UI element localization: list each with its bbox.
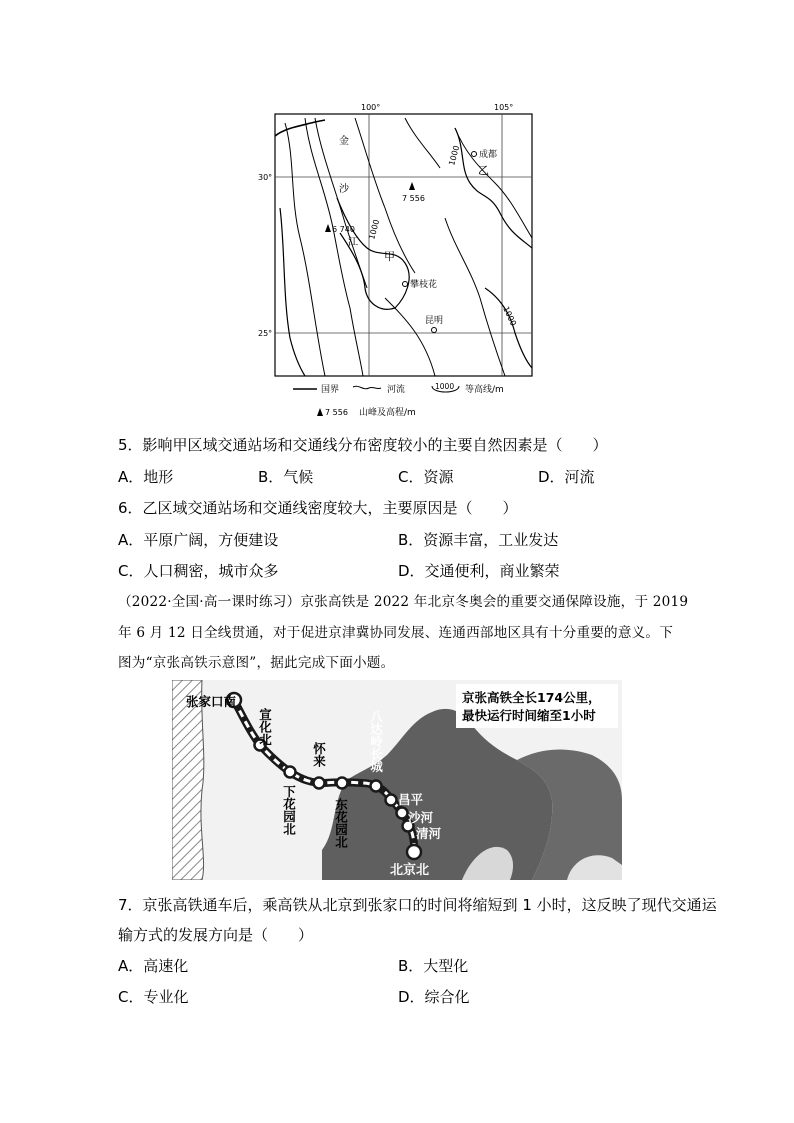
river-label: 江 bbox=[348, 237, 358, 248]
station-label: 八达岭长城 bbox=[368, 710, 384, 773]
river-label: 沙 bbox=[339, 184, 349, 195]
station-label: 怀来 bbox=[311, 742, 327, 767]
station-marker bbox=[407, 845, 421, 859]
map-note-line-1: 京张高铁全长174公里， bbox=[462, 690, 601, 705]
peak-label: 7 556 bbox=[402, 194, 425, 203]
q7-option-a[interactable]: A．高速化 bbox=[118, 957, 189, 975]
terrain-map bbox=[255, 98, 540, 423]
legend-peak: 山峰及高程/m bbox=[359, 408, 416, 418]
legend-border: 国界 bbox=[321, 385, 340, 395]
station-label: 北京北 bbox=[390, 863, 430, 878]
station-label: 宣化北 bbox=[257, 708, 273, 746]
intro-line-1: （2022·全国·高一课时练习）京张高铁是 2022 年北京冬奥会的重要交通保障设施，于 2019 bbox=[118, 594, 689, 610]
station-marker bbox=[371, 781, 382, 792]
lat-label: 30° bbox=[258, 173, 273, 182]
q7-option-d[interactable]: D．综合化 bbox=[398, 988, 470, 1006]
station-label: 张家口南 bbox=[186, 694, 237, 709]
q6-option-c[interactable]: C．人口稠密，城市众多 bbox=[118, 562, 279, 580]
peak-icon bbox=[317, 408, 323, 416]
city-label: 成都 bbox=[479, 150, 498, 160]
station-label: 清河 bbox=[416, 826, 442, 841]
city-icon bbox=[472, 152, 477, 157]
city-icon bbox=[403, 282, 408, 287]
station-label: 昌平 bbox=[398, 792, 424, 807]
contour-label: 1000 bbox=[367, 218, 382, 241]
q7-option-c[interactable]: C．专业化 bbox=[118, 988, 189, 1006]
contour-label: 1000 bbox=[501, 305, 518, 328]
lon-label: 105° bbox=[494, 103, 514, 112]
q6-option-b[interactable]: B．资源丰富，工业发达 bbox=[398, 531, 559, 549]
q6-option-a[interactable]: A．平原广阔，方便建设 bbox=[118, 531, 279, 549]
station-marker bbox=[397, 808, 408, 819]
peak-label: 6 740 bbox=[332, 225, 355, 234]
station-marker bbox=[285, 767, 296, 778]
lat-label: 25° bbox=[258, 329, 273, 338]
legend-river: 河流 bbox=[387, 385, 406, 395]
q5-option-a[interactable]: A．地形 bbox=[118, 468, 174, 486]
city-icon bbox=[432, 328, 437, 333]
question-6-text: 6．乙区域交通站场和交通线密度较大，主要原因是（ ） bbox=[118, 499, 518, 517]
legend-contour: 等高线/m bbox=[465, 385, 504, 395]
q7-option-b[interactable]: B．大型化 bbox=[398, 957, 469, 975]
q5-option-d[interactable]: D．河流 bbox=[538, 468, 595, 486]
station-label: 东花园北 bbox=[333, 798, 349, 848]
legend-contour-value: 1000 bbox=[435, 382, 455, 391]
intro-line-2: 年 6 月 12 日全线贯通，对于促进京津冀协同发展、连通西部地区具有十分重要的意义。下 bbox=[118, 625, 673, 641]
region-label: 乙 bbox=[478, 164, 489, 177]
q6-option-d[interactable]: D．交通便利，商业繁荣 bbox=[398, 562, 560, 580]
legend-peak-value: 7 556 bbox=[325, 408, 348, 417]
railway-map bbox=[172, 680, 622, 880]
region-label: 甲 bbox=[384, 250, 395, 263]
intro-line-3: 图为“京张高铁示意图”，据此完成下面小题。 bbox=[118, 655, 395, 671]
question-7-text-line-1: 7．京张高铁通车后，乘高铁从北京到张家口的时间将缩短到 1 小时，这反映了现代交通运 bbox=[118, 896, 717, 914]
map-note-line-2: 最快运行时间缩至1小时 bbox=[462, 708, 596, 723]
station-marker bbox=[314, 778, 325, 789]
contour-label: 1000 bbox=[447, 144, 462, 167]
station-label: 下花园北 bbox=[281, 785, 297, 835]
city-label: 攀枝花 bbox=[410, 280, 438, 290]
q5-option-c[interactable]: C．资源 bbox=[398, 468, 454, 486]
station-marker bbox=[386, 795, 397, 806]
river-label: 金 bbox=[339, 136, 349, 147]
lon-label: 100° bbox=[361, 103, 381, 112]
station-marker bbox=[337, 778, 348, 789]
question-5-text: 5．影响甲区域交通站场和交通线分布密度较小的主要自然因素是（ ） bbox=[118, 436, 608, 454]
q5-option-b[interactable]: B．气候 bbox=[258, 468, 314, 486]
station-label: 沙河 bbox=[408, 810, 434, 825]
city-label: 昆明 bbox=[425, 316, 444, 326]
question-7-text-line-2: 输方式的发展方向是（ ） bbox=[118, 926, 314, 944]
